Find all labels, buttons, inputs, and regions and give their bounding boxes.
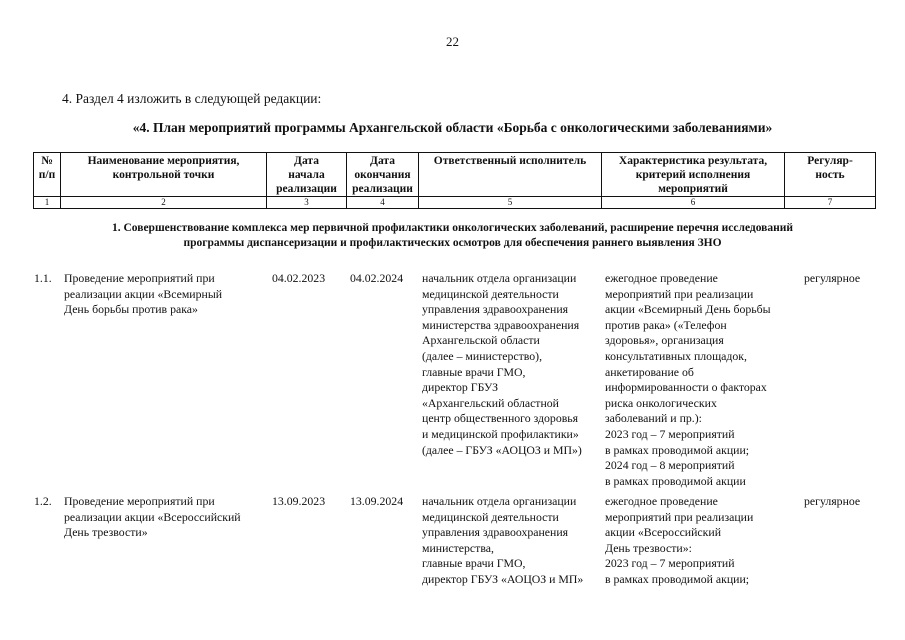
header-numbers-row (34, 197, 876, 209)
section-title: 1. Совершенствование комплекса мер первичной профилактики онкологических заболеваний, расширение перечня исследований программы диспансеризации и профилактических осмотров для обеспечения раннего выявления ЗНО (111, 222, 794, 249)
row-executor: начальник отдела организации медицинской деятельности управления здравоохранения министерства здравоохранения Архангельской области (далее – министерство), главные врачи ГМО, директор ГБУЗ «Архангельский областной центр общественного здоровья и медицинской профилактики» (далее – ГБУЗ «АОЦОЗ и МП») (422, 271, 582, 457)
row-regularity: регулярное (804, 494, 861, 508)
col-header-end-date: Дата окончания реализации (347, 153, 419, 197)
row-result: ежегодное проведение мероприятий при реализации акции «Всемирный День борьбы против рака» («Телефон здоровья», организация консультативных площадок, анкетирование об информированности о факторах риска онкологических заболеваний и пр.): 2023 год – 7 мероприятий в рамках проводимой акции; 2024 год – 8 мероприятий в рамках проводимой акции (605, 271, 771, 488)
col-number-6: 6 (602, 197, 785, 209)
col-header-name: Наименование мероприятия, контрольной точки (61, 153, 267, 197)
row-end-date: 13.09.2024 (350, 494, 404, 508)
page-number: 22 (446, 34, 459, 49)
col-header-executor: Ответственный исполнитель (419, 153, 602, 197)
header-row (34, 153, 876, 197)
row-start-date: 04.02.2023 (272, 271, 326, 285)
row-number: 1.1. (34, 271, 52, 285)
col-number-4: 4 (347, 197, 419, 209)
col-number-1: 1 (34, 197, 61, 209)
row-result: ежегодное проведение мероприятий при реализации акции «Всероссийский День трезвости»: 2023 год – 7 мероприятий в рамках проводимой акции; (605, 494, 754, 586)
row-executor: начальник отдела организации медицинской деятельности управления здравоохранения министерства, главные врачи ГМО, директор ГБУЗ «АОЦОЗ и МП» (422, 494, 584, 586)
document-title: «4. План мероприятий программы Архангельской области «Борьба с онкологическими заболеваниями» (132, 120, 773, 135)
col-header-regularity: Регуляр- ность (785, 153, 876, 197)
col-number-3: 3 (267, 197, 347, 209)
row-name: Проведение мероприятий при реализации акции «Всемирный День борьбы против рака» (64, 271, 223, 317)
col-header-number: № п/п (34, 153, 61, 197)
row-name: Проведение мероприятий при реализации акции «Всероссийский День трезвости» (64, 494, 241, 540)
row-regularity: регулярное (804, 271, 861, 285)
col-header-start-date: Дата начала реализации (267, 153, 347, 197)
col-number-5: 5 (419, 197, 602, 209)
col-number-2: 2 (61, 197, 267, 209)
row-number: 1.2. (34, 494, 52, 508)
row-start-date: 13.09.2023 (272, 494, 326, 508)
col-number-7: 7 (785, 197, 876, 209)
intro-text: 4. Раздел 4 изложить в следующей редакции: (62, 91, 322, 106)
col-header-result: Характеристика результата, критерий исполнения мероприятий (602, 153, 785, 197)
row-end-date: 04.02.2024 (350, 271, 404, 285)
plan-table-header (33, 152, 876, 209)
